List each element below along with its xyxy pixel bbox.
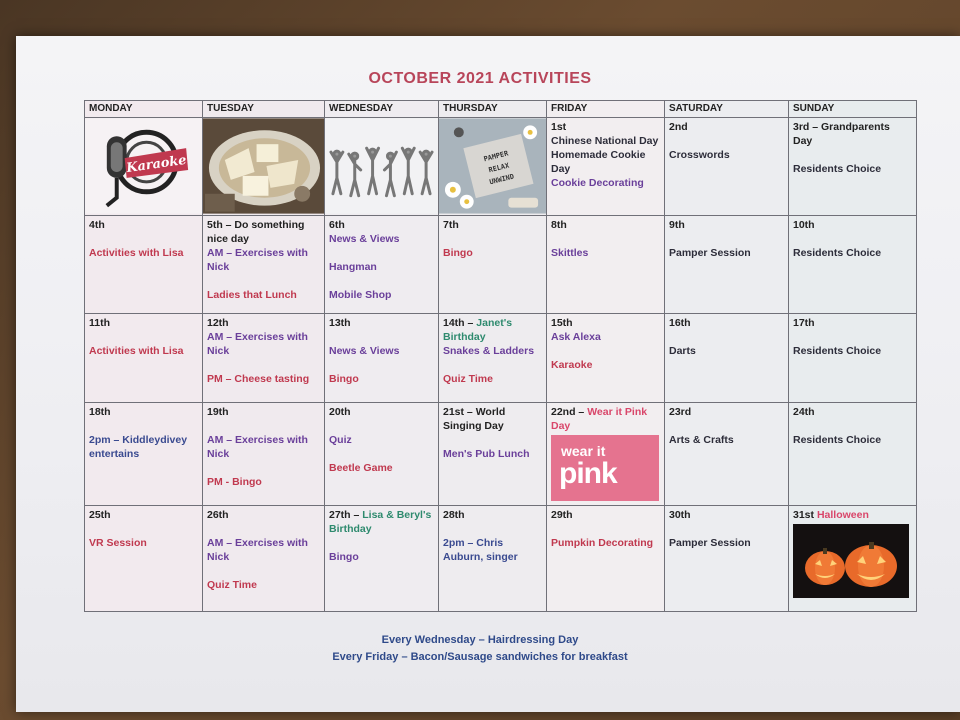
cell-oct-15: [547, 314, 665, 403]
cell-oct-21: [439, 403, 547, 506]
page-title: OCTOBER 2021 ACTIVITIES: [368, 70, 592, 87]
activity: Ask Alexa: [551, 331, 601, 343]
cell-oct-8: [547, 216, 665, 314]
day-date: 8th: [551, 219, 567, 231]
activity: Chinese National Day: [551, 135, 659, 147]
birthday-note: Lisa & Beryl's Birthday: [329, 509, 432, 535]
day-date: 15th: [551, 317, 573, 329]
activity: Bingo: [329, 551, 359, 563]
footer-note-wednesday: Every Wednesday – Hairdressing Day: [381, 634, 579, 646]
wear-it-pink-logo: [551, 435, 659, 501]
cell-oct-11: [85, 314, 203, 403]
activity: Snakes & Ladders: [443, 345, 535, 357]
weekday-header-row: [85, 101, 917, 118]
day-date: 24th: [793, 406, 815, 418]
day-date: 13th: [329, 317, 351, 329]
activity: 2pm – Chris Auburn, singer: [443, 537, 518, 563]
cell-oct-31: [789, 506, 917, 612]
karaoke-logo-text: Karaoke: [125, 152, 188, 177]
day-date: 11th: [89, 317, 111, 329]
header-monday: MONDAY: [85, 101, 203, 118]
logo-text-top: wear it: [561, 443, 606, 459]
logo-text-bottom: pink: [559, 457, 617, 490]
cell-oct-26: [203, 506, 325, 612]
activity: Darts: [669, 345, 696, 357]
cell-oct-9: [665, 216, 789, 314]
cell-oct-22: [547, 403, 665, 506]
day-date: 28th: [443, 509, 465, 521]
activity: Hangman: [329, 261, 377, 273]
cell-oct-1: [547, 118, 665, 216]
activity: AM – Exercises with Nick: [207, 537, 308, 563]
day-date: 25th: [89, 509, 111, 521]
activity: Residents Choice: [793, 434, 882, 446]
cell-oct-13: [325, 314, 439, 403]
header-saturday: SATURDAY: [665, 101, 789, 118]
activity: Activities with Lisa: [89, 247, 184, 259]
header-thursday: THURSDAY: [439, 101, 547, 118]
cell-oct-12: [203, 314, 325, 403]
activity: AM – Exercises with Nick: [207, 434, 308, 460]
week-row-1: [85, 118, 917, 216]
day-date: 9th: [669, 219, 685, 231]
day-date: 4th: [89, 219, 105, 231]
day-date: 19th: [207, 406, 229, 418]
activity: Quiz: [329, 434, 352, 446]
cell-oct-25: [85, 506, 203, 612]
cell-pamper-image: [439, 118, 547, 216]
cell-oct-7: [439, 216, 547, 314]
activity: Cookie Decorating: [551, 177, 644, 189]
activity: Arts & Crafts: [669, 434, 734, 446]
week-row-5: [85, 506, 917, 612]
cell-oct-28: [439, 506, 547, 612]
cell-oct-29: [547, 506, 665, 612]
pamper-sign-word-3: UNWIND: [488, 172, 515, 187]
activity: Beetle Game: [329, 462, 393, 474]
cell-oct-6: [325, 216, 439, 314]
cell-cheese-image: [203, 118, 325, 216]
header-tuesday: TUESDAY: [203, 101, 325, 118]
day-date: 31st Halloween: [793, 509, 869, 521]
cell-oct-2: [665, 118, 789, 216]
cell-oct-5: [203, 216, 325, 314]
header-friday: FRIDAY: [547, 101, 665, 118]
activity: Skittles: [551, 247, 589, 259]
activity: Residents Choice: [793, 163, 882, 175]
pamper-sign-word-2: RELAX: [487, 161, 510, 175]
day-date: 2nd: [669, 121, 688, 133]
day-date: 23rd: [669, 406, 692, 418]
activity: News & Views: [329, 233, 400, 245]
cheese-platter-icon: [203, 118, 324, 214]
cell-oct-30: [665, 506, 789, 612]
day-date: 22nd – Wear it Pink Day: [551, 406, 648, 432]
activity: Pumpkin Decorating: [551, 537, 654, 549]
activity: Karaoke: [551, 359, 593, 371]
event-note: Halloween: [816, 509, 869, 521]
event-note: Wear it Pink Day: [551, 406, 648, 432]
activity: Residents Choice: [793, 345, 882, 357]
day-date: 26th: [207, 509, 229, 521]
day-date: 1st: [551, 121, 567, 133]
activity: Quiz Time: [207, 579, 257, 591]
day-date: 6th: [329, 219, 345, 231]
activity: PM - Bingo: [207, 476, 262, 488]
footer-note-friday: Every Friday – Bacon/Sausage sandwiches for breakfast: [332, 651, 628, 663]
halloween-pumpkin-icon: [793, 524, 909, 598]
activity: Pamper Session: [669, 537, 751, 549]
cell-oct-10: [789, 216, 917, 314]
activity: Pamper Session: [669, 247, 751, 259]
day-date: 7th: [443, 219, 459, 231]
activity: 2pm – Kiddleydivey entertains: [89, 434, 188, 460]
activity: Homemade Cookie Day: [551, 149, 646, 175]
activity: Men's Pub Lunch: [443, 448, 530, 460]
day-date: 20th: [329, 406, 351, 418]
cell-oct-4: [85, 216, 203, 314]
birthday-note: Janet's Birthday: [443, 317, 513, 343]
header-wednesday: WEDNESDAY: [325, 101, 439, 118]
activity: Quiz Time: [443, 373, 493, 385]
week-row-3: [85, 314, 917, 403]
day-date: 27th – Lisa & Beryl's Birthday: [329, 509, 432, 535]
cell-karaoke-image: [85, 118, 203, 216]
activity: News & Views: [329, 345, 400, 357]
day-date: 14th – Janet's Birthday: [443, 317, 513, 343]
day-date: 18th: [89, 406, 111, 418]
cell-oct-19: [203, 403, 325, 506]
cell-oct-3: [789, 118, 917, 216]
cell-oct-14: [439, 314, 547, 403]
day-date: 10th: [793, 219, 815, 231]
cell-dancers-image: [325, 118, 439, 216]
day-date: 17th: [793, 317, 815, 329]
activity: AM – Exercises with Nick: [207, 331, 308, 357]
week-row-2: [85, 216, 917, 314]
activity: AM – Exercises with Nick: [207, 247, 308, 273]
pamper-spa-icon: [439, 118, 546, 214]
activity: Bingo: [443, 247, 473, 259]
activity: Activities with Lisa: [89, 345, 184, 357]
cell-oct-16: [665, 314, 789, 403]
cell-oct-23: [665, 403, 789, 506]
day-date: 12th: [207, 317, 229, 329]
dancing-people-icon: [325, 118, 438, 214]
activity: Mobile Shop: [329, 289, 392, 301]
activity: PM – Cheese tasting: [207, 373, 310, 385]
cell-oct-24: [789, 403, 917, 506]
day-date: 21st – World Singing Day: [443, 406, 506, 432]
day-date: 3rd – Grandparents Day: [793, 121, 890, 147]
activity: Bingo: [329, 373, 359, 385]
calendar-table: [84, 100, 917, 612]
day-date: 30th: [669, 509, 691, 521]
pamper-sign-word-1: PAMPER: [482, 149, 510, 164]
karaoke-microphone-icon: [85, 118, 202, 214]
week-row-4: [85, 403, 917, 506]
activity: Crosswords: [669, 149, 730, 161]
day-date: 29th: [551, 509, 573, 521]
activity: VR Session: [89, 537, 147, 549]
day-date: 16th: [669, 317, 691, 329]
header-sunday: SUNDAY: [789, 101, 917, 118]
cell-oct-18: [85, 403, 203, 506]
cell-oct-20: [325, 403, 439, 506]
cell-oct-27: [325, 506, 439, 612]
day-date: 5th – Do something nice day: [207, 219, 305, 245]
activity: Ladies that Lunch: [207, 289, 297, 301]
cell-oct-17: [789, 314, 917, 403]
activity: Residents Choice: [793, 247, 882, 259]
